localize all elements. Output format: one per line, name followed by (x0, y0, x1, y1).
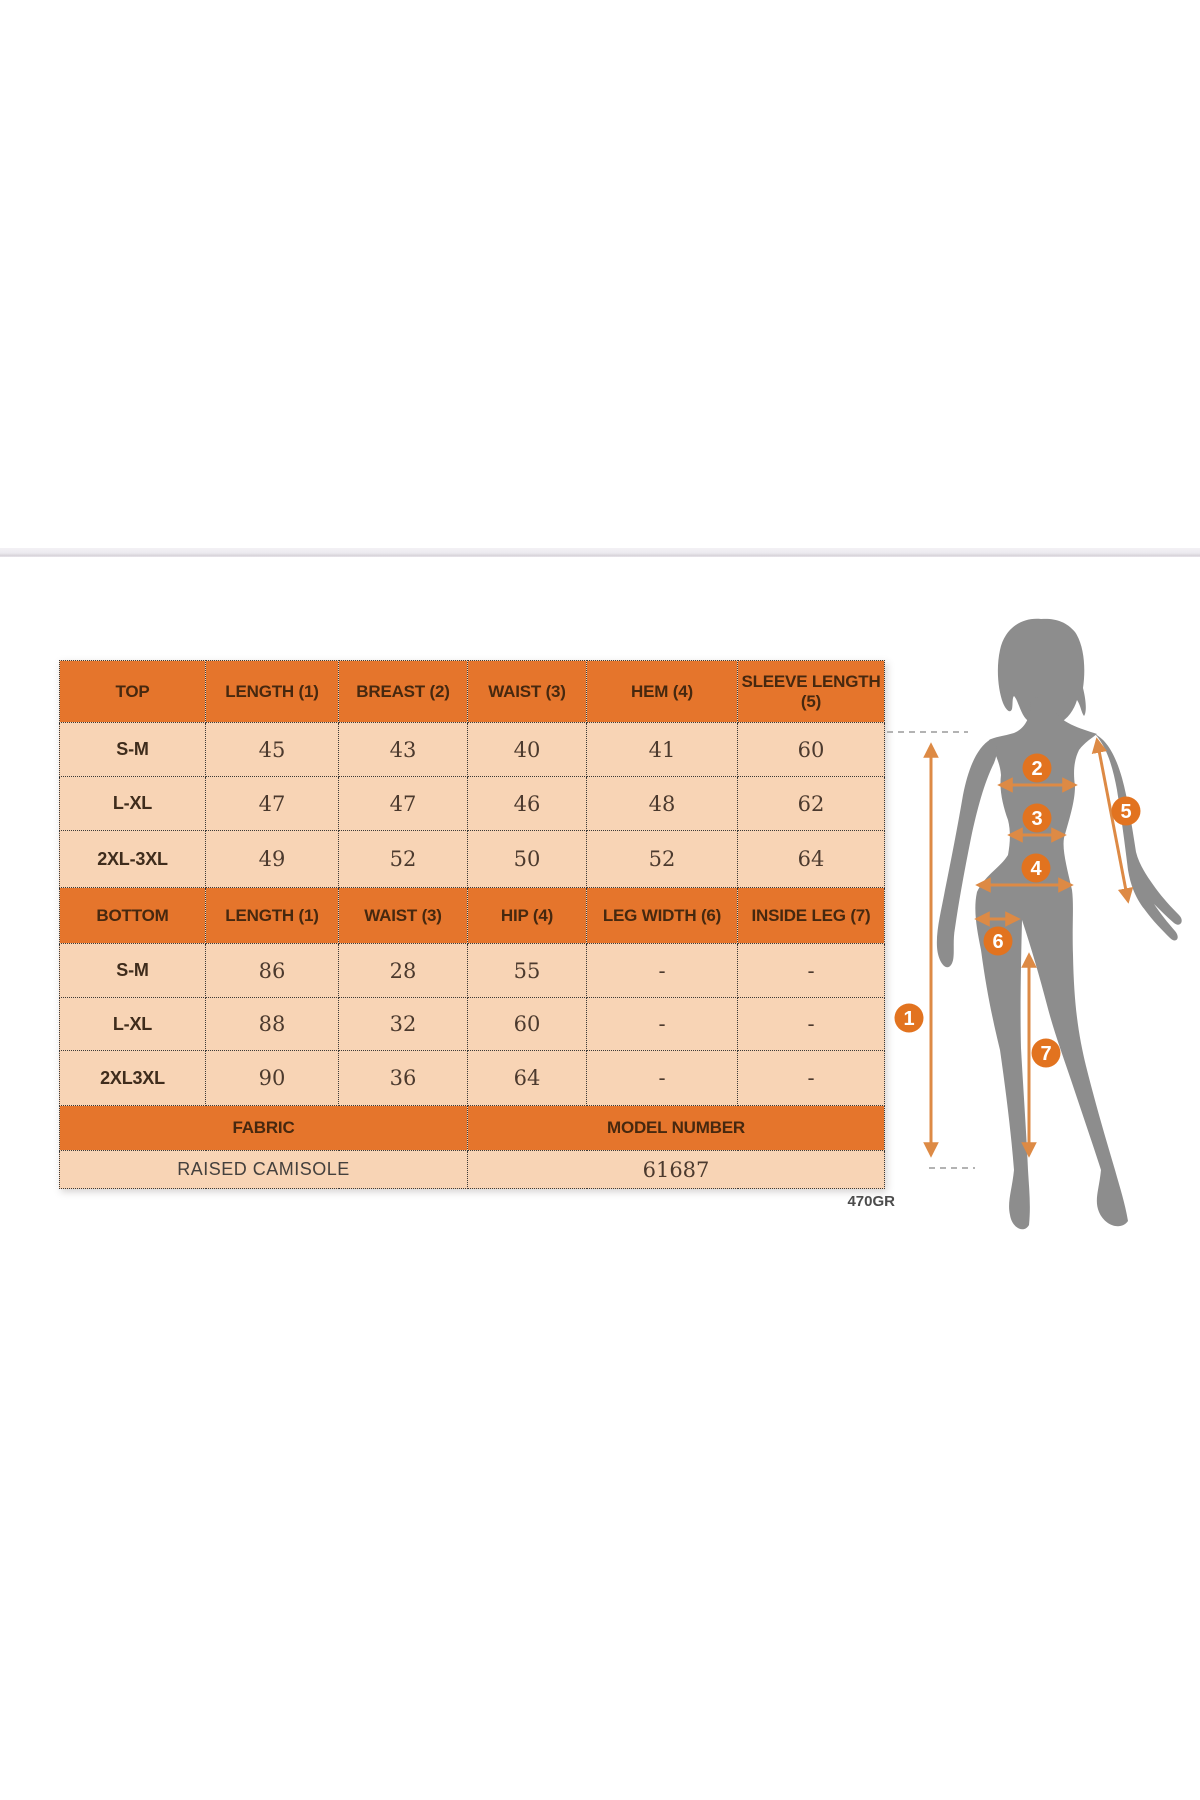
size-label: 2XL-3XL (60, 831, 206, 888)
cell-value: - (587, 998, 738, 1051)
cell-value: 46 (468, 777, 587, 831)
col-header-length: LENGTH (1) (206, 888, 339, 944)
cell-value: 32 (339, 998, 468, 1051)
size-label: L-XL (60, 998, 206, 1051)
size-chart-table (59, 660, 885, 1189)
cell-value: 60 (468, 998, 587, 1051)
cell-value: - (587, 1051, 738, 1106)
page-divider (0, 548, 1200, 557)
cell-value: 50 (468, 831, 587, 888)
cell-value: 28 (339, 944, 468, 998)
measurement-figure (880, 590, 1200, 1270)
footer-value-row (60, 1151, 885, 1189)
cell-value: - (587, 944, 738, 998)
cell-value: 47 (339, 777, 468, 831)
cell-value: 36 (339, 1051, 468, 1106)
col-header-leg-width: LEG WIDTH (6) (587, 888, 738, 944)
marker-4-label: 4 (1030, 858, 1042, 880)
bottom-header-row (60, 888, 885, 944)
fabric-value: RAISED CAMISOLE (60, 1151, 468, 1189)
cell-value: 60 (738, 723, 885, 777)
size-label: S-M (60, 944, 206, 998)
cell-value: 45 (206, 723, 339, 777)
cell-value: 40 (468, 723, 587, 777)
cell-value: 90 (206, 1051, 339, 1106)
cell-value: 86 (206, 944, 339, 998)
size-label: S-M (60, 723, 206, 777)
size-label: 2XL3XL (60, 1051, 206, 1106)
silhouette-right-arm (1095, 734, 1182, 940)
col-header-hip: HIP (4) (468, 888, 587, 944)
col-header-waist: WAIST (3) (468, 661, 587, 723)
cell-value: 62 (738, 777, 885, 831)
col-header-length: LENGTH (1) (206, 661, 339, 723)
cell-value: 64 (468, 1051, 587, 1106)
col-header-bottom: BOTTOM (60, 888, 206, 944)
table-row (60, 777, 885, 831)
top-header-row (60, 661, 885, 723)
cell-value: 41 (587, 723, 738, 777)
col-header-sleeve-length: SLEEVE LENGTH (5) (738, 661, 885, 723)
cell-value: - (738, 998, 885, 1051)
cell-value: 43 (339, 723, 468, 777)
cell-value: 47 (206, 777, 339, 831)
cell-value: 52 (587, 831, 738, 888)
weight-note: 470GR (847, 1193, 895, 1210)
cell-value: 49 (206, 831, 339, 888)
table-row (60, 1051, 885, 1106)
table-row (60, 944, 885, 998)
col-header-top: TOP (60, 661, 206, 723)
marker-3-label: 3 (1031, 808, 1043, 830)
marker-2-label: 2 (1031, 758, 1043, 780)
cell-value: 55 (468, 944, 587, 998)
size-label: L-XL (60, 777, 206, 831)
col-header-waist: WAIST (3) (339, 888, 468, 944)
col-header-breast: BREAST (2) (339, 661, 468, 723)
table-row (60, 998, 885, 1051)
marker-5-label: 5 (1120, 801, 1132, 823)
cell-value: 64 (738, 831, 885, 888)
table-row (60, 831, 885, 888)
cell-value: - (738, 1051, 885, 1106)
marker-7-label: 7 (1040, 1043, 1052, 1065)
cell-value: 88 (206, 998, 339, 1051)
col-header-hem: HEM (4) (587, 661, 738, 723)
model-number-header: MODEL NUMBER (468, 1106, 885, 1151)
female-body-silhouette (937, 619, 1182, 1229)
cell-value: - (738, 944, 885, 998)
marker-6-label: 6 (992, 931, 1004, 953)
footer-header-row (60, 1106, 885, 1151)
col-header-inside-leg: INSIDE LEG (7) (738, 888, 885, 944)
marker-1-label: 1 (903, 1008, 915, 1030)
model-number-value: 61687 (468, 1151, 885, 1189)
cell-value: 52 (339, 831, 468, 888)
fabric-header: FABRIC (60, 1106, 468, 1151)
cell-value: 48 (587, 777, 738, 831)
table-row (60, 723, 885, 777)
